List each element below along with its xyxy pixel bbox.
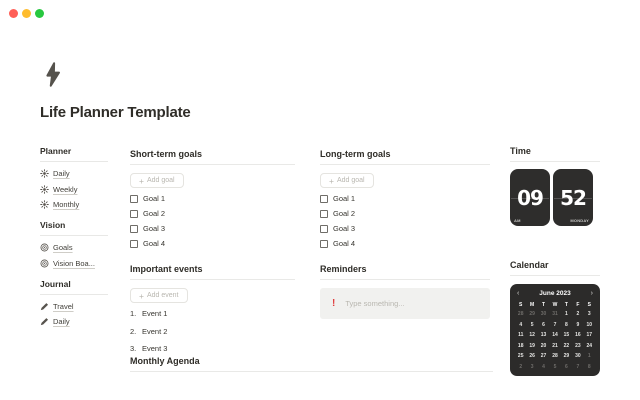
goal-label: Goal 4 xyxy=(333,239,356,248)
goal-checkbox[interactable] xyxy=(130,240,138,248)
calendar-day-header: S xyxy=(587,302,591,308)
event-number: 3. xyxy=(130,344,137,353)
goal-row xyxy=(320,239,490,248)
clock-minutes: 52 xyxy=(560,185,586,210)
calendar-day-header: T xyxy=(564,302,568,308)
goal-checkbox[interactable] xyxy=(130,195,138,203)
calendar-month-label: June 2023 xyxy=(539,290,571,297)
section-title: Reminders xyxy=(320,264,367,274)
column-widgets xyxy=(510,146,600,376)
calendar-date-cell[interactable]: 9 xyxy=(576,321,580,328)
add-goal-button[interactable] xyxy=(130,173,184,188)
goal-label: Goal 3 xyxy=(143,224,166,233)
calendar-date-cell[interactable]: 22 xyxy=(563,342,570,349)
calendar-date-cell[interactable]: 6 xyxy=(542,321,545,328)
clock-hours-card xyxy=(510,169,550,226)
divider xyxy=(130,279,295,280)
sidebar-item-journal[interactable] xyxy=(40,317,108,326)
column-short-term xyxy=(130,149,295,362)
calendar-section xyxy=(510,260,600,376)
goal-checkbox[interactable] xyxy=(320,195,328,203)
calendar-date-cell[interactable]: 31 xyxy=(552,311,558,317)
event-number: 2. xyxy=(130,326,137,336)
calendar-date-cell[interactable]: 30 xyxy=(575,353,581,359)
sun-icon xyxy=(40,169,49,178)
window-controls xyxy=(9,9,44,18)
clock-meridiem: AM xyxy=(514,218,521,223)
plus-icon: + xyxy=(139,290,144,301)
sidebar-item-label: Daily xyxy=(53,169,70,178)
calendar-date-cell[interactable]: 2 xyxy=(576,311,580,317)
calendar-day-header: T xyxy=(542,302,546,308)
divider xyxy=(510,275,600,276)
pencil-icon xyxy=(40,302,49,311)
divider xyxy=(130,371,493,372)
reminders-input[interactable] xyxy=(320,288,490,319)
goal-label: Goal 2 xyxy=(333,209,356,218)
sidebar-item-planner[interactable] xyxy=(40,200,108,209)
calendar-date-cell[interactable]: 5 xyxy=(530,321,534,328)
calendar-date-cell[interactable]: 14 xyxy=(552,332,558,338)
section-title: Calendar xyxy=(510,260,549,270)
event-label: Event 2 xyxy=(142,326,168,336)
short-term-goals-section xyxy=(130,149,295,248)
section-title: Short-term goals xyxy=(130,149,203,159)
calendar-date-cell[interactable]: 29 xyxy=(529,311,535,317)
calendar-date-cell[interactable]: 5 xyxy=(553,363,557,370)
sun-icon xyxy=(40,200,49,209)
divider xyxy=(40,235,108,236)
sidebar-item-label: Daily xyxy=(53,317,70,326)
sun-icon xyxy=(40,185,49,194)
calendar-prev-button[interactable]: ‹ xyxy=(517,289,520,297)
sidebar-item-label: Travel xyxy=(53,301,74,311)
sidebar-section-vision xyxy=(40,220,108,268)
calendar-date-cell[interactable]: 16 xyxy=(575,332,581,338)
close-window-button[interactable] xyxy=(9,9,18,18)
minimize-window-button[interactable] xyxy=(22,9,31,18)
divider xyxy=(130,164,295,165)
goal-checkbox[interactable] xyxy=(320,225,328,233)
calendar-date-cell[interactable]: 10 xyxy=(586,321,593,328)
calendar-date-cell[interactable]: 1 xyxy=(565,311,568,317)
goal-checkbox[interactable] xyxy=(320,210,328,218)
sidebar-item-label: Weekly xyxy=(53,184,78,194)
section-title: Monthly Agenda xyxy=(130,356,200,366)
event-label: Event 1 xyxy=(142,309,168,318)
goal-checkbox[interactable] xyxy=(130,225,138,233)
reminders-section xyxy=(320,264,490,319)
calendar-header xyxy=(515,290,595,297)
calendar-date-cell[interactable]: 7 xyxy=(576,363,580,370)
calendar-date-cell[interactable]: 1 xyxy=(587,353,591,359)
alert-icon: ! xyxy=(332,298,336,309)
calendar-day-header: W xyxy=(552,302,558,308)
sidebar-item-planner[interactable] xyxy=(40,169,108,178)
goal-row xyxy=(130,239,295,248)
plus-icon: + xyxy=(329,175,334,186)
calendar-date-cell[interactable]: 8 xyxy=(565,321,568,328)
calendar-day-header: F xyxy=(576,302,580,308)
calendar-date-cell[interactable]: 30 xyxy=(540,311,547,317)
calendar-date-cell[interactable]: 17 xyxy=(586,332,593,338)
sidebar-heading-vision: Vision xyxy=(40,220,66,230)
sidebar-item-label: Monthly xyxy=(53,200,80,209)
monthly-agenda-section xyxy=(130,356,493,372)
section-title: Time xyxy=(510,146,531,156)
goal-label: Goal 2 xyxy=(143,209,166,218)
calendar-date-cell[interactable]: 3 xyxy=(587,311,591,317)
column-long-term xyxy=(320,149,490,319)
goal-label: Goal 1 xyxy=(143,194,166,203)
flip-clock xyxy=(510,169,600,226)
divider xyxy=(510,161,600,162)
calendar-next-button[interactable]: › xyxy=(590,289,593,297)
time-section xyxy=(510,146,600,226)
sidebar-item-label: Goals xyxy=(53,243,73,252)
clock-weekday: MONDAY xyxy=(570,218,589,223)
calendar-date-cell[interactable]: 20 xyxy=(540,342,547,349)
calendar-date-cell[interactable]: 4 xyxy=(542,363,545,370)
page-title: Life Planner Template xyxy=(40,104,191,121)
calendar-date-cell[interactable]: 2 xyxy=(519,363,523,370)
event-row xyxy=(130,327,295,336)
goal-label: Goal 4 xyxy=(143,239,166,248)
divider xyxy=(320,279,490,280)
long-term-goals-section xyxy=(320,149,490,248)
goal-checkbox[interactable] xyxy=(130,210,138,218)
goal-row xyxy=(130,224,295,233)
sidebar-heading-journal: Journal xyxy=(40,278,71,289)
calendar-date-cell[interactable]: 27 xyxy=(540,353,547,359)
add-goal-button[interactable] xyxy=(320,173,374,188)
calendar-date-cell[interactable]: 7 xyxy=(553,321,557,328)
goal-row xyxy=(320,209,490,218)
target-icon xyxy=(40,259,49,268)
goal-row xyxy=(320,224,490,233)
sidebar-heading-planner: Planner xyxy=(40,146,72,156)
calendar-date-cell[interactable]: 6 xyxy=(565,363,568,370)
add-event-button[interactable] xyxy=(130,288,188,303)
calendar-date-cell[interactable]: 21 xyxy=(552,342,558,349)
sidebar-item-vision[interactable] xyxy=(40,259,108,268)
calendar-date-cell[interactable]: 26 xyxy=(529,353,535,359)
important-events-section xyxy=(130,264,295,353)
divider xyxy=(320,164,490,165)
sidebar xyxy=(40,146,108,337)
event-label: Event 3 xyxy=(142,344,168,353)
goal-row xyxy=(130,194,295,203)
sidebar-section-journal xyxy=(40,279,108,327)
add-event-label: Add event xyxy=(146,292,179,299)
goal-label: Goal 1 xyxy=(333,194,356,203)
calendar-date-cell[interactable]: 4 xyxy=(519,321,523,328)
calendar-widget xyxy=(510,284,600,376)
calendar-date-cell[interactable]: 15 xyxy=(563,332,570,338)
goal-checkbox[interactable] xyxy=(320,240,328,248)
add-goal-label: Add goal xyxy=(336,177,365,184)
calendar-date-cell[interactable]: 29 xyxy=(563,353,570,359)
sidebar-item-vision[interactable] xyxy=(40,243,108,252)
section-title: Long-term goals xyxy=(320,149,391,159)
event-row xyxy=(130,309,295,318)
lightning-bolt-icon[interactable] xyxy=(44,61,62,93)
calendar-date-cell[interactable]: 13 xyxy=(540,332,547,338)
sidebar-item-journal[interactable] xyxy=(40,302,108,311)
calendar-date-cell[interactable]: 11 xyxy=(518,332,524,338)
target-icon xyxy=(40,243,49,252)
calendar-date-cell[interactable]: 28 xyxy=(552,353,558,359)
sidebar-section-planner xyxy=(40,146,108,209)
add-goal-label: Add goal xyxy=(146,177,175,184)
divider xyxy=(40,294,108,295)
calendar-day-header: S xyxy=(519,302,523,308)
event-row xyxy=(130,344,295,353)
zoom-window-button[interactable] xyxy=(35,9,44,18)
calendar-date-cell[interactable]: 12 xyxy=(529,332,535,338)
clock-hours: 09 xyxy=(517,185,543,210)
calendar-date-cell[interactable]: 28 xyxy=(517,311,524,317)
sidebar-item-planner[interactable] xyxy=(40,185,108,194)
divider xyxy=(40,161,108,162)
calendar-date-cell[interactable]: 3 xyxy=(530,363,534,370)
goal-label: Goal 3 xyxy=(333,224,356,233)
calendar-date-cell[interactable]: 24 xyxy=(586,342,593,349)
section-title: Important events xyxy=(130,264,203,274)
calendar-date-cell[interactable]: 8 xyxy=(587,363,591,370)
calendar-day-header: M xyxy=(530,302,535,308)
goal-row xyxy=(130,209,295,218)
clock-minutes-card xyxy=(553,169,593,226)
calendar-date-cell[interactable]: 19 xyxy=(529,342,535,349)
event-number: 1. xyxy=(130,309,137,318)
goal-row xyxy=(320,194,490,203)
calendar-date-cell[interactable]: 18 xyxy=(517,342,524,349)
calendar-date-cell[interactable]: 23 xyxy=(575,342,581,349)
pencil-icon xyxy=(40,317,49,326)
reminders-placeholder: Type something... xyxy=(345,299,405,308)
calendar-date-cell[interactable]: 25 xyxy=(517,353,524,359)
plus-icon: + xyxy=(139,175,144,186)
sidebar-item-label: Vision Boa... xyxy=(53,258,95,268)
